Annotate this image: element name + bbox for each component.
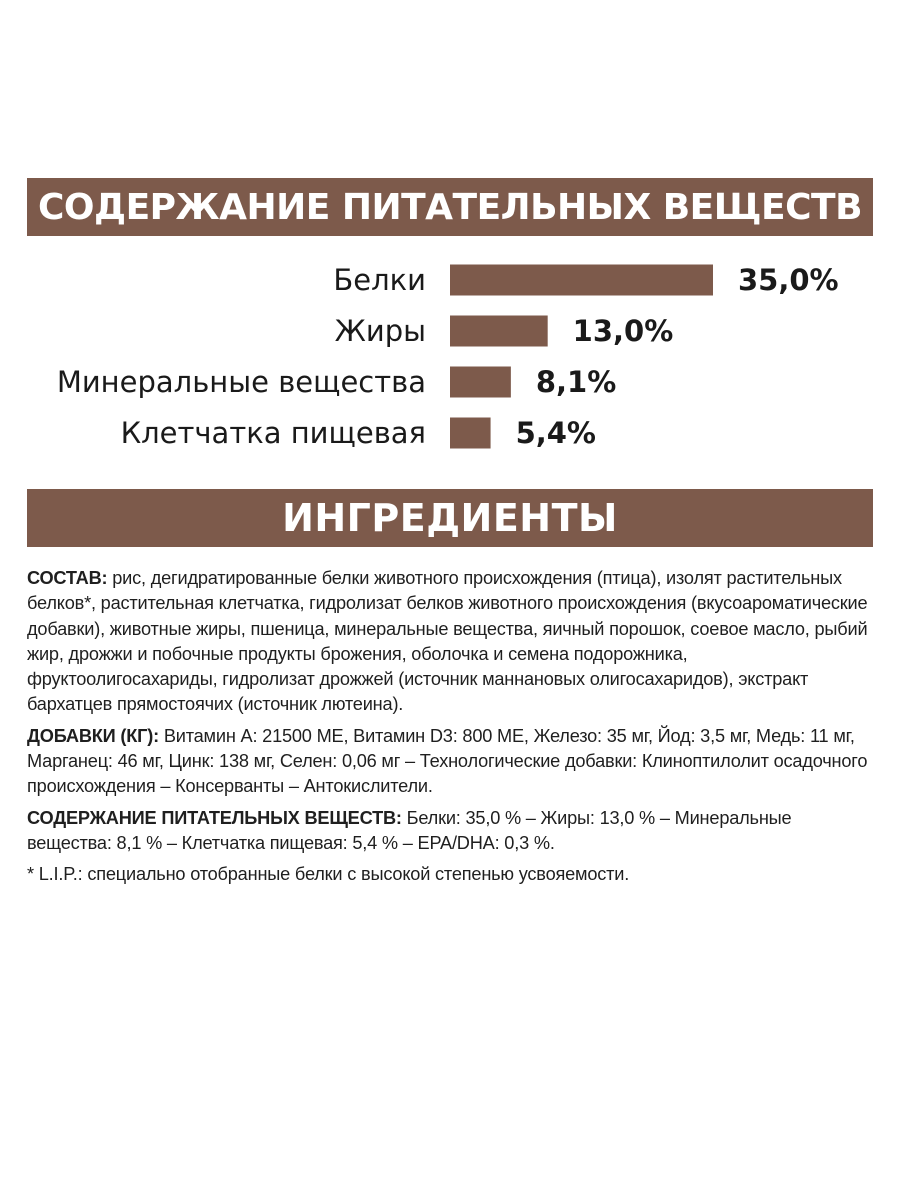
additives-lead: ДОБАВКИ (КГ): [27,725,159,746]
bar [450,367,511,398]
ingredients-heading: ИНГРЕДИЕНТЫ [282,496,618,540]
nutrient-content-text: Белки: 35,0 % – Жиры: 13,0 % – Минеральные вещества: 8,1 % – Клетчатка пищевая: 5,4 % – EPA/DHA: 0,3 %. [27,807,792,853]
bar-label: Белки [333,263,426,297]
bar-value-label: 35,0% [738,263,839,297]
composition-paragraph [27,566,877,718]
composition-text: рис, дегидратированные белки животного происхождения (птица), изолят растительных белков*, растительная клетчатка, гидролизат белков животного происхождения (вкусоароматические добавки), животные жиры, пшеница, минеральные вещества, яичный порошок, соевое масло, рыбий жир, дрожжи и побочные продукты брожения, оболочка и семена подорожника, фруктоолигосахариды, гидролизат дрожжей (источник маннановых олигосахаридов), экстракт бархатцев прямостоячих (источник лютеина). [27,568,868,715]
nutrient-content-paragraph [27,806,877,857]
bar [450,265,713,296]
nutrient-bar-chart [0,250,900,455]
nutrients-heading: СОДЕРЖАНИЕ ПИТАТЕЛЬНЫХ ВЕЩЕСТВ [37,186,863,228]
bar [450,316,548,347]
bar-label: Жиры [334,314,426,348]
footnote: * L.I.P.: специально отобранные белки с высокой степенью усвояемости. [27,864,630,885]
nutrient-content-lead: СОДЕРЖАНИЕ ПИТАТЕЛЬНЫХ ВЕЩЕСТВ: [27,807,402,828]
composition-lead: СОСТАВ: [27,568,108,588]
bar [450,418,491,449]
additives-paragraph [27,724,877,800]
bar-label: Клетчатка пищевая [120,416,426,450]
bar-value-label: 13,0% [572,314,674,348]
ingredients-heading-banner [27,489,873,547]
bar-label: Минеральные вещества [56,365,426,399]
nutrients-heading-banner [27,178,873,236]
bar-value-label: 8,1% [535,365,617,399]
additives-text: Витамин А: 21500 МЕ, Витамин D3: 800 МЕ, Железо: 35 мг, Йод: 3,5 мг, Медь: 11 мг, Марганец: 46 мг, Цинк: 138 мг, Селен: 0,06 мг – Технологические добавки: Клиноптилолит осадочного происхождения – Консерванты – Антокислители. [27,725,868,797]
ingredients-text-block [27,566,877,894]
bar-value-label: 5,4% [515,416,597,450]
